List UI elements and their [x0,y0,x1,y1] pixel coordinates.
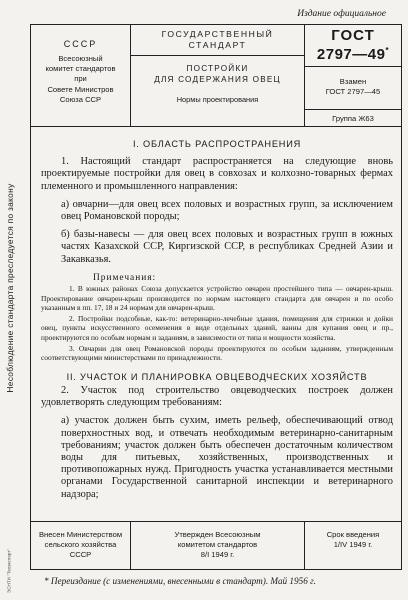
org-line: Союза ССР [59,94,102,104]
footer-line: 1/IV 1949 г. [333,540,373,549]
header-block [31,25,401,127]
standard-kind [131,25,304,56]
footer-submitted [31,522,131,569]
document-title-line: ДЛЯ СОДЕРЖАНИЯ ОВЕЦ [154,74,281,84]
archive-stamp [4,548,14,594]
org-committee [31,54,130,105]
header-organization [31,25,131,126]
note: 2. Постройки подсобные, как-то: ветеринарно-лечебные здания, помещения для стрижки и дойки овец, пункты искусственного осеменения в виде отдельных зданий, ванны для купания овец и пр., проектируются по особым нормам и заданиям, в зависимости от типа и мощности хозяйства. [41,313,393,342]
gost-label: ГОСТ [331,27,375,44]
gost-number-wrap [305,43,401,63]
standard-kind-line: СТАНДАРТ [188,40,247,50]
document-frame [30,24,402,570]
list-item: а) участок должен быть сухим, иметь рельеф, обеспечивающий отвод поверхностных вод, и отвечать необходимым ветеринарно-санитарным требованиям; участок должен быть обеспечен достаточным количеством воды для питьевых, хозяйственных, производственных и противопожарных нужд. Пригодность участка устанавливается местными органами Государственной санитарной инспекции и ветеринарного надзора; [61,415,393,500]
reissue-footnote: * Переиздание (с изменениями, внесенными в стандарт). Май 1956 г. [44,576,316,586]
margin-legal-note-text: Несоблюдение стандарта преследуется по закону [5,183,15,393]
document-subtitle: Нормы проектирования [176,94,259,104]
footer-block [31,521,401,569]
standard-kind-line: ГОСУДАРСТВЕННЫЙ [161,29,274,39]
document-body [41,129,393,501]
replaces-info [305,77,401,97]
gost-number: 2797—49 [316,46,386,63]
archive-stamp-text: ЭСНТИ "Техэксперт" [6,548,12,594]
list-item: а) овчарни—для овец всех половых и возрастных групп, за исключением овец Романовской породы; [61,198,393,223]
org-country: СССР [63,39,98,49]
section-heading: II. УЧАСТОК И ПЛАНИРОВКА ОВЦЕВОДЧЕСКИХ ХОЗЯЙСТВ [66,371,368,382]
document-title-line: ПОСТРОЙКИ [186,64,249,73]
section-heading: I. ОБЛАСТЬ РАСПРОСТРАНЕНИЯ [132,139,302,149]
header-title [131,25,305,126]
note: 1. В южных районах Союза допускается устройство овчарен простейшего типа — овчарен-крыш. Проектирование овчарен-крыш производится по нормам настоящего стандарта для овчарен и по особо указанным в пп. 17, 18 и 24 нормам для овчарен-крыш. [41,284,393,313]
header-designation [305,25,401,126]
replaces-label: Взамен [339,77,367,86]
replaces-value: ГОСТ 2797—45 [325,87,381,96]
footer-line: 8/I 1949 г. [200,550,235,559]
paragraph: 1. Настоящий стандарт распространяется на следующие вновь проектируемые постройки для овец в совхозах и колхозно-товарных фермах племенного и промышленного направления: [41,156,393,192]
footer-line: комитетом стандартов [177,540,258,549]
footer-effective [305,522,401,569]
notes-heading: Примечания: [93,272,157,283]
footer-line: СССР [69,550,92,559]
margin-legal-note [2,98,18,478]
footer-line: Внесен Министерством [38,530,123,539]
list-item: б) базы-навесы — для овец всех половых и возрастных групп в южных частях Казахской ССР, Киргизской ССР, в республиках Средней Азии и Закавказья. [61,229,393,265]
paragraph: 2. Участок под строительство овцеводческих построек должен удовлетворять следующим требованиям: [41,384,393,409]
document-title [131,64,304,86]
edition-label: Издание официальное [297,9,386,19]
footer-line: сельского хозяйства [44,540,117,549]
footer-line: Утвержден Всесоюзным [174,530,261,539]
gost-mark: * [385,46,390,55]
org-line: Всесоюзный [58,54,103,63]
footer-line: Срок введения [326,530,380,539]
classification-group: Группа Ж63 [305,109,401,126]
gost-designation [305,25,401,67]
org-line: комитет стандартов [45,64,116,74]
footer-approved [131,522,305,569]
org-line: Совете Министров [47,84,114,94]
note: 3. Овчарни для овец Романовской породы проектируются по особым заданиям, утвержденным соответствующими министерствами по принадлежности. [41,343,393,363]
org-line: при [74,74,87,84]
